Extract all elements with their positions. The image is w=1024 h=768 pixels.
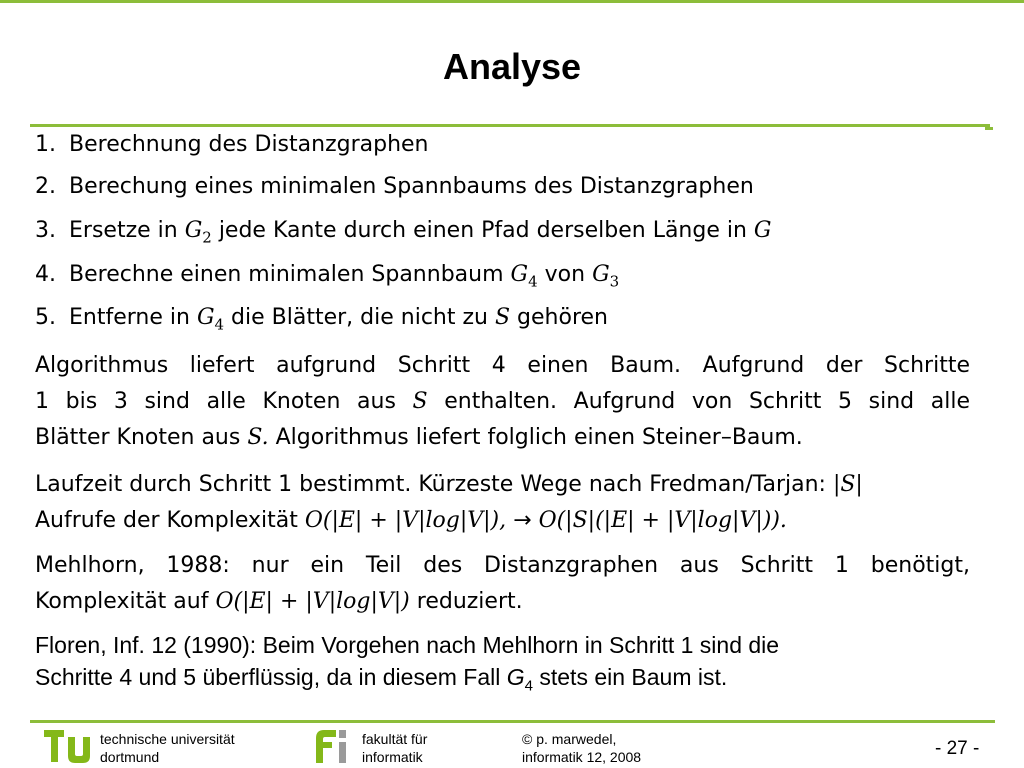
math-base: G: [753, 218, 772, 243]
math-symbol: [510, 262, 538, 291]
paragraph-line: 1 bis 3 sind alle Knoten aus S enthalten. Aufgrund von Schritt 5 sind alle: [35, 389, 970, 414]
paragraph-line: Blätter Knoten aus S. Algorithmus liefert folglich einen Steiner–Baum.: [35, 425, 803, 450]
math-symbol: [184, 218, 212, 247]
step-text: gehören: [510, 305, 608, 330]
tu-logo: [44, 728, 90, 764]
step-text: von: [537, 262, 593, 287]
step-item: [35, 260, 619, 296]
step-number: 5.: [35, 305, 56, 330]
paragraph-runtime: [35, 467, 970, 539]
step-number: 2.: [35, 174, 56, 199]
math-symbol: S.: [247, 425, 269, 450]
title-divider-tick: [985, 127, 993, 130]
fi-logo: [310, 728, 356, 764]
math-base: G: [184, 218, 203, 243]
math-subscript: 3: [609, 272, 620, 291]
step-text: Ersetze in: [69, 218, 185, 243]
step-text: Entferne in: [69, 305, 197, 330]
top-accent-line: [0, 0, 1024, 3]
math-symbol: [196, 305, 225, 334]
step-item: [35, 303, 608, 339]
math-symbol: [754, 218, 772, 243]
step-text: Berechnung des Distanzgraphen: [69, 132, 429, 157]
step-text: Berechne einen minimalen Spannbaum: [69, 262, 511, 287]
arrow: →: [506, 508, 539, 533]
footer-divider: [30, 720, 995, 723]
math-symbol: S: [412, 389, 428, 414]
step-text: jede Kante durch einen Pfad derselben Länge in: [211, 218, 754, 243]
step-text: die Blätter, die nicht zu: [224, 305, 495, 330]
step-number: 3.: [35, 218, 56, 243]
step-number: 1.: [35, 132, 56, 157]
math-symbol: |S|: [832, 472, 863, 497]
step-text: Berechung eines minimalen Spannbaums des Distanzgraphen: [69, 174, 754, 199]
paragraph-line: Floren, Inf. 12 (1990): Beim Vorgehen nach Mehlhorn in Schritt 1 sind die: [35, 632, 780, 658]
paragraph-line: Mehlhorn, 1988: nur ein Teil des Distanzgraphen aus Schritt 1 benötigt,: [35, 553, 970, 578]
paragraph-line: Schritte 4 und 5 überflüssig, da in diesem Fall $G_4$ stets ein Baum ist.: [35, 664, 728, 695]
math-base: G: [510, 262, 529, 287]
step-item: [35, 172, 754, 202]
math-expression: O(|S|(|E| + |V|log|V|)).: [538, 508, 787, 533]
math-base: G: [196, 305, 215, 330]
math-subscript: 2: [202, 228, 212, 247]
title-divider: [30, 124, 990, 127]
step-item: [35, 130, 429, 160]
step-item: [35, 216, 772, 252]
math-base: G: [592, 262, 610, 287]
paragraph-line: Laufzeit durch Schritt 1 bestimmt. Kürzeste Wege nach Fredman/Tarjan: |S|: [35, 472, 863, 497]
math-subscript: 4: [528, 272, 538, 291]
slide-title: Analyse: [442, 46, 582, 87]
faculty-name: fakultät für informatik: [362, 731, 428, 765]
paragraph-line: Komplexität auf O(|E| + |V|log|V|) reduziert.: [35, 589, 523, 614]
math-symbol: [495, 305, 510, 330]
math-symbol: [592, 262, 620, 291]
university-name: technische universität dortmund: [100, 731, 235, 765]
math-subscript: 4: [214, 315, 225, 334]
math-base: S: [494, 305, 511, 330]
math-expression: O(|E| + |V|log|V|): [215, 589, 410, 614]
paragraph-floren: [35, 629, 970, 703]
copyright: © p. marwedel, informatik 12, 2008: [522, 731, 642, 765]
paragraph-mehlhorn: [35, 548, 970, 620]
paragraph-result: [35, 348, 970, 456]
step-number: 4.: [35, 262, 56, 287]
paragraph-line: Algorithmus liefert aufgrund Schritt 4 einen Baum. Aufgrund der Schritte: [35, 353, 970, 378]
paragraph-line: Aufrufe der Komplexität O(|E| + |V|log|V|), → O(|S|(|E| + |V|log|V|)).: [35, 508, 787, 533]
math-expression: O(|E| + |V|log|V|),: [304, 508, 507, 533]
page-number: - 27 -: [935, 738, 980, 759]
